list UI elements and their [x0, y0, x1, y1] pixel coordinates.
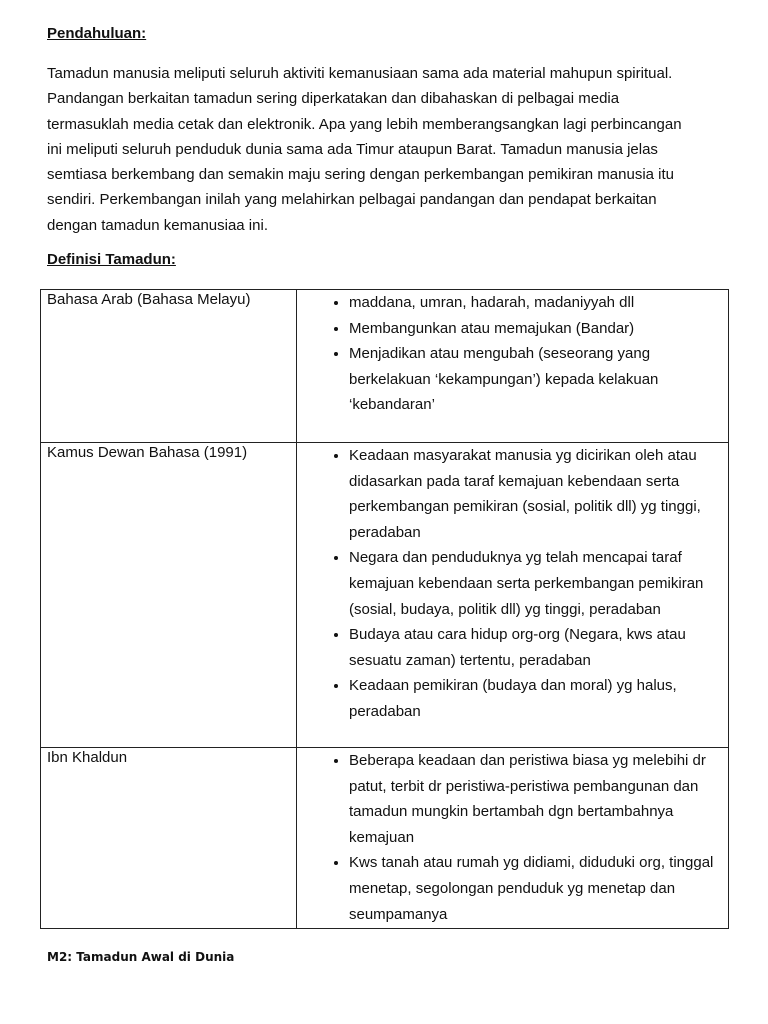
list-item: • Membangunkan atau memajukan (Bandar) [349, 316, 720, 342]
introduction-heading: Pendahuluan: [47, 25, 147, 42]
intro-line: dengan tamadun kemanusiaa ini. [47, 216, 268, 234]
intro-line: sendiri. Perkembangan inilah yang melahirkan pelbagai pandangan dan pendapat berkaitan [47, 191, 657, 209]
introduction-paragraph [47, 61, 737, 238]
intro-line: ini meliputi seluruh penduduk dunia sama ada Timur ataupun Barat. Tamadun manusia jelas [47, 140, 658, 158]
list-item: • Keadaan masyarakat manusia yg dicirikan oleh atau didasarkan pada taraf kemajuan kebendaan serta perkembangan pemikiran (sosial, politik dll) yg tinggi, peradaban [349, 443, 720, 545]
list-item: • maddana, umran, hadarah, madaniyyah dll [349, 290, 720, 316]
list-item: • Negara dan penduduknya yg telah mencapai taraf kemajuan kebendaan serta perkembangan pemikiran (sosial, budaya, politik dll) yg tinggi, peradaban [349, 545, 720, 622]
bullet-list [297, 443, 720, 725]
definition-points [297, 748, 729, 929]
list-item: • Menjadikan atau mengubah (seseorang yang berkelakuan ‘kekampungan’) kepada kelakuan ‘kebandaran’ [349, 341, 720, 418]
table-row [41, 290, 729, 443]
intro-line: Pandangan berkaitan tamadun sering diperkatakan dan dibahaskan di pelbagai media [47, 90, 620, 108]
intro-line: semtiasa berkembang dan semakin maju sering dengan perkembangan pemikiran manusia itu [47, 166, 675, 184]
list-item: • Beberapa keadaan dan peristiwa biasa yg melebihi dr patut, terbit dr peristiwa-peristiwa pembangunan dan tamadun mungkin bertambah dgn bertambahnya kemajuan [349, 748, 720, 850]
list-item: • Keadaan pemikiran (budaya dan moral) yg halus, peradaban [349, 673, 720, 724]
intro-line: Tamadun manusia meliputi seluruh aktiviti kemanusiaan sama ada material mahupun spiritual. [47, 65, 673, 82]
definition-points [297, 290, 729, 443]
definition-source: Bahasa Arab (Bahasa Melayu) [41, 290, 297, 443]
table-row [41, 748, 729, 929]
intro-line: termasuklah media cetak dan elektronik. Apa yang lebih memberangsangkan lagi perbincangan [47, 115, 682, 133]
page-footer: M2: Tamadun Awal di Dunia [47, 950, 235, 964]
table-row [41, 443, 729, 748]
definition-points [297, 443, 729, 748]
definition-source: Kamus Dewan Bahasa (1991) [41, 443, 297, 748]
bullet-list [297, 290, 720, 418]
definition-source: Ibn Khaldun [41, 748, 297, 929]
list-item: • Budaya atau cara hidup org-org (Negara, kws atau sesuatu zaman) tertentu, peradaban [349, 622, 720, 673]
definition-table [40, 289, 729, 929]
list-item: • Kws tanah atau rumah yg didiami, diduduki org, tinggal menetap, segolongan penduduk yg menetap dan seumpamanya [349, 850, 720, 927]
bullet-list [297, 748, 720, 927]
definition-heading: Definisi Tamadun: [47, 251, 176, 268]
